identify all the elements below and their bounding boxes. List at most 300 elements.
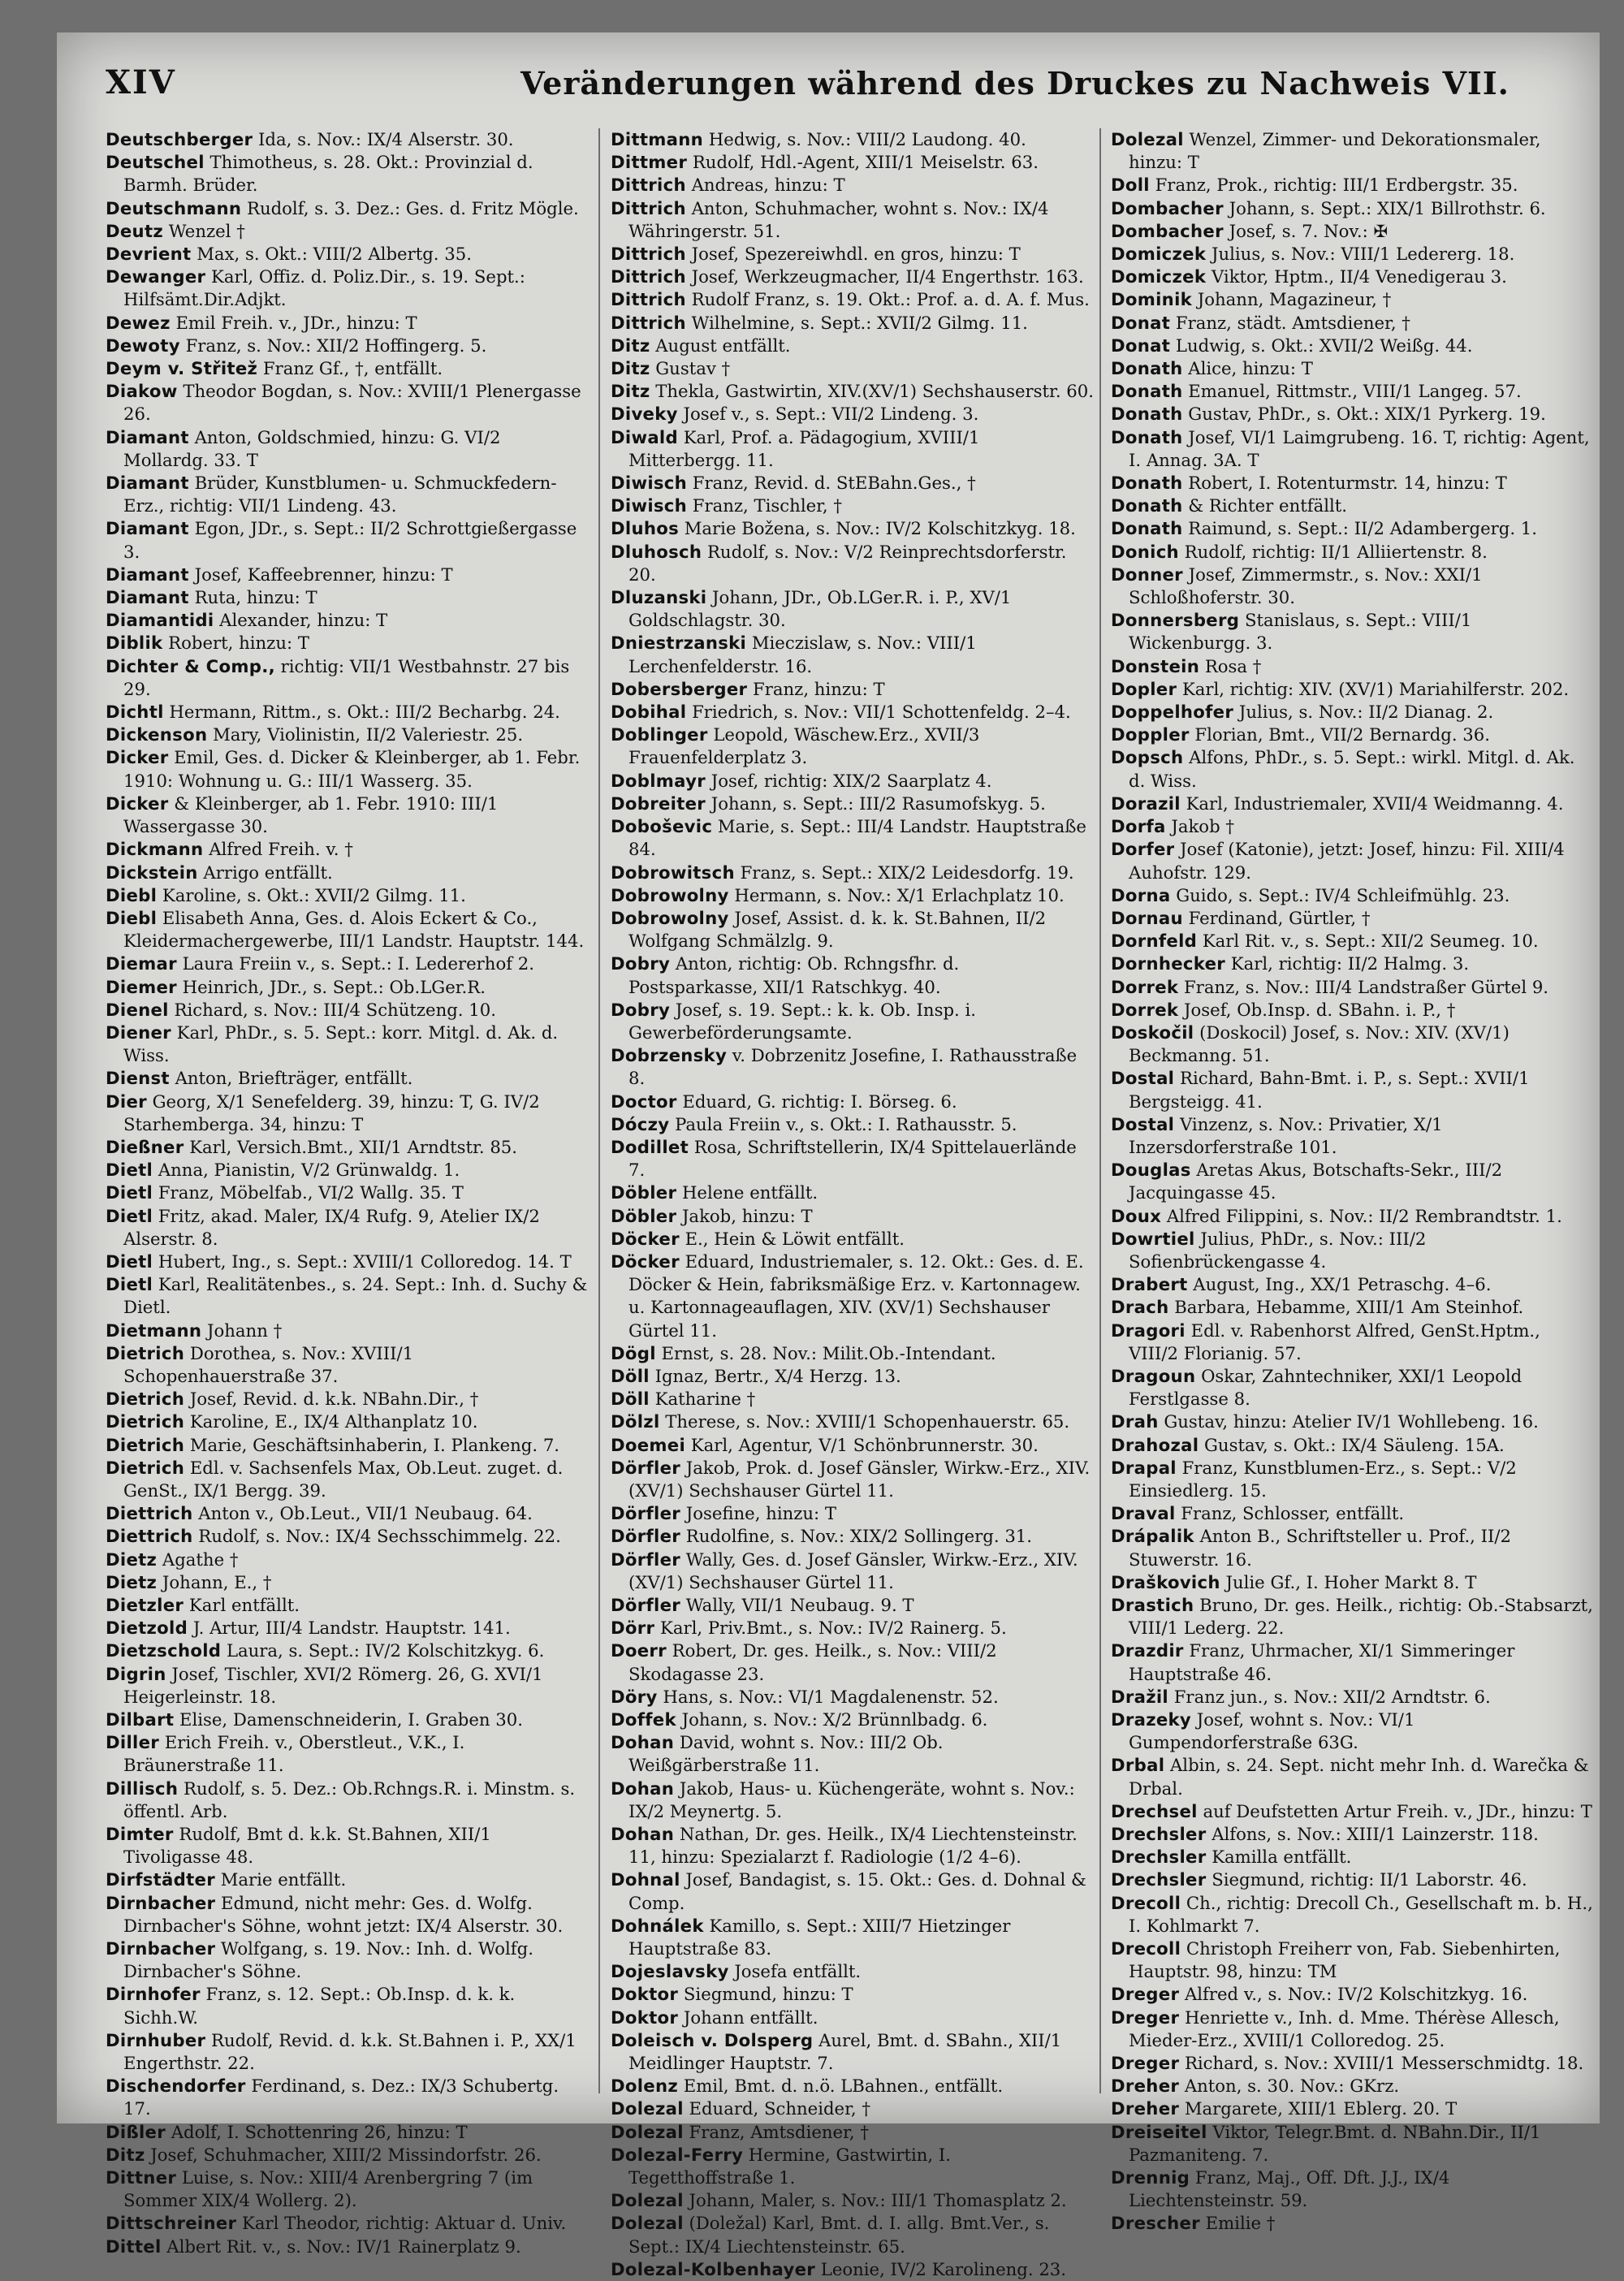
entry-name: Dorna bbox=[1111, 884, 1171, 905]
entry-detail: Rudolf, Bmt d. k.k. St.Bahnen, XII/1 Tivoligasse 48. bbox=[123, 1824, 491, 1868]
directory-entry bbox=[611, 907, 1094, 953]
entry-name: Dittrich bbox=[611, 289, 686, 310]
entry-name: Dietz bbox=[106, 1571, 158, 1592]
directory-entry bbox=[1111, 2097, 1594, 2120]
entry-name: Drahozal bbox=[1111, 1434, 1199, 1455]
directory-entry bbox=[106, 838, 589, 861]
entry-name: Dietl bbox=[106, 1251, 153, 1272]
directory-entry bbox=[611, 403, 1094, 426]
entry-name: Dilbart bbox=[106, 1709, 175, 1730]
directory-entry bbox=[1111, 1434, 1594, 1457]
entry-name: Donner bbox=[1111, 564, 1183, 585]
entry-name: Dietrich bbox=[106, 1457, 185, 1478]
entry-detail: Ruta, hinzu: T bbox=[188, 587, 317, 608]
directory-entry bbox=[1111, 1823, 1594, 1846]
directory-entry bbox=[106, 2029, 589, 2075]
directory-entry bbox=[611, 884, 1094, 907]
entry-detail: Ferdinand, s. Dez.: IX/3 Schubertg. 17. bbox=[123, 2076, 559, 2119]
entry-detail: Adolf, I. Schottenring 26, hinzu: T bbox=[165, 2121, 468, 2142]
directory-entry bbox=[1111, 266, 1594, 288]
entry-name: Drennig bbox=[1111, 2167, 1190, 2188]
entry-detail: Laura Freiin v., s. Sept.: I. Ledererhof 2. bbox=[176, 953, 535, 974]
entry-name: Drapal bbox=[1111, 1457, 1177, 1478]
entry-detail: Bruno, Dr. ges. Heilk., richtig: Ob.-Stabsarzt, VIII/1 Lederg. 22. bbox=[1129, 1595, 1593, 1639]
directory-entry bbox=[106, 128, 589, 151]
entry-name: Drastich bbox=[1111, 1595, 1194, 1615]
entry-detail: Johann, JDr., Ob.LGer.R. i. P., XV/1 Goldschlagstr. 30. bbox=[628, 587, 1012, 631]
entry-detail: Karl, Realitätenbes., s. 24. Sept.: Inh. d. Suchy & Dietl. bbox=[123, 1274, 588, 1318]
entry-detail: Barbara, Hebamme, XIII/1 Am Steinhof. bbox=[1168, 1297, 1524, 1318]
entry-name: Dodillet bbox=[611, 1136, 689, 1157]
directory-entry bbox=[611, 2007, 1094, 2029]
directory-entry bbox=[611, 953, 1094, 998]
entry-name: Dominik bbox=[1111, 289, 1193, 310]
entry-detail: Albin, s. 24. Sept. nicht mehr Inh. d. Warečka & Drbal. bbox=[1129, 1755, 1589, 1799]
directory-entry bbox=[106, 2144, 589, 2167]
directory-entry bbox=[1111, 495, 1594, 517]
entry-detail: Henriette v., Inh. d. Mme. Thérèse Allesch, Mieder-Erz., XVIII/1 Colloredog. 25. bbox=[1129, 2007, 1560, 2050]
entry-name: Doux bbox=[1111, 1205, 1162, 1226]
directory-entry bbox=[106, 1205, 589, 1251]
entry-detail: Kamilla entfällt. bbox=[1206, 1847, 1352, 1868]
entry-detail: Franz, städt. Amtsdiener, † bbox=[1170, 312, 1410, 333]
directory-entry bbox=[106, 472, 589, 517]
entry-name: Dobry bbox=[611, 999, 671, 1020]
entry-detail: Rosa, Schriftstellerin, IX/4 Spittelauerlände 7. bbox=[628, 1136, 1077, 1181]
entry-detail: Josef, Spezereiwhdl. en gros, hinzu: T bbox=[685, 244, 1021, 265]
directory-entry bbox=[1111, 1113, 1594, 1159]
entry-name: Doll bbox=[1111, 175, 1150, 196]
directory-entry bbox=[106, 1778, 589, 1823]
entry-detail: Jakob, Prok. d. Josef Gänsler, Wirkw.-Erz., XIV. (XV/1) Sechshauser Gürtel 11. bbox=[628, 1457, 1091, 1501]
entry-name: Diettrich bbox=[106, 1503, 193, 1524]
entry-detail: Richard, s. Nov.: XVIII/1 Messerschmidtg. 18. bbox=[1179, 2053, 1584, 2074]
entry-detail: Anton B., Schriftsteller u. Prof., II/2 Stuwerstr. 16. bbox=[1129, 1526, 1512, 1570]
directory-entry bbox=[106, 793, 589, 838]
entry-name: Drechsler bbox=[1111, 1869, 1207, 1890]
entry-detail: Josef v., s. Sept.: VII/2 Lindeng. 3. bbox=[677, 404, 979, 425]
entry-name: Dolezal bbox=[611, 2098, 684, 2119]
entry-detail: Karl Theodor, richtig: Aktuar d. Univ. bbox=[236, 2213, 567, 2234]
directory-entry bbox=[1111, 1457, 1594, 1502]
entry-detail: Wolfgang, s. 19. Nov.: Inh. d. Wolfg. Dirnbacher's Söhne. bbox=[123, 1938, 533, 1982]
directory-entry bbox=[106, 151, 589, 197]
entry-name: Digrin bbox=[106, 1663, 166, 1684]
entry-name: Donath bbox=[1111, 473, 1183, 494]
entry-detail: Anton, Schuhmacher, wohnt s. Nov.: IX/4 Währingerstr. 51. bbox=[628, 197, 1049, 241]
entry-name: Dohan bbox=[611, 1732, 675, 1753]
directory-entry bbox=[106, 1983, 589, 2028]
entry-detail: Hermann, Rittm., s. Okt.: III/2 Becharbg. 24. bbox=[163, 702, 560, 723]
entry-detail: Edl. v. Sachsenfels Max, Ob.Leut. zuget. d. GenSt., IX/1 Bergg. 39. bbox=[123, 1457, 564, 1501]
directory-entry bbox=[611, 312, 1094, 335]
entry-name: Diemar bbox=[106, 953, 177, 974]
entry-detail: Guido, s. Sept.: IV/4 Schleifmühlg. 23. bbox=[1170, 884, 1510, 905]
entry-name: Donath bbox=[1111, 495, 1183, 516]
directory-entry bbox=[106, 2212, 589, 2235]
directory-entry bbox=[611, 2075, 1094, 2097]
directory-entry bbox=[611, 770, 1094, 793]
directory-entry bbox=[1111, 357, 1594, 380]
entry-name: Doppler bbox=[1111, 724, 1190, 745]
directory-entry bbox=[1111, 541, 1594, 564]
directory-entry bbox=[106, 655, 589, 701]
directory-entry bbox=[1111, 678, 1594, 701]
entry-name: Doktor bbox=[611, 2007, 679, 2028]
entry-detail: Robert, hinzu: T bbox=[162, 633, 309, 654]
entry-name: Deutschel bbox=[106, 152, 205, 173]
entry-detail: Josef, Assist. d. k. k. St.Bahnen, II/2 Wolfgang Schmälzlg. 9. bbox=[628, 907, 1047, 952]
entry-name: Dirfstädter bbox=[106, 1869, 215, 1890]
directory-entry bbox=[611, 1502, 1094, 1525]
entry-name: Dewanger bbox=[106, 266, 206, 287]
entry-name: Diebl bbox=[106, 884, 158, 905]
entry-detail: Franz, Revid. d. StEBahn.Ges., † bbox=[687, 473, 976, 494]
entry-name: Dorfa bbox=[1111, 816, 1166, 837]
directory-entry bbox=[106, 380, 589, 426]
entry-detail: Vinzenz, s. Nov.: Privatier, X/1 Inzersdorferstraße 101. bbox=[1129, 1113, 1443, 1157]
directory-entry bbox=[611, 815, 1094, 861]
entry-detail: Julius, s. Nov.: VIII/1 Ledererg. 18. bbox=[1206, 244, 1515, 265]
entry-name: Donath bbox=[1111, 518, 1183, 539]
directory-entry bbox=[1111, 197, 1594, 220]
directory-entry bbox=[1111, 380, 1594, 403]
entry-name: Dittrich bbox=[611, 197, 686, 218]
directory-entry bbox=[106, 2075, 589, 2120]
directory-entry bbox=[611, 1525, 1094, 1548]
entry-detail: Marie Božena, s. Nov.: IV/2 Kolschitzkyg. 18. bbox=[678, 518, 1076, 539]
directory-entry bbox=[611, 1709, 1094, 1731]
entry-name: Diamant bbox=[106, 587, 189, 608]
directory-entry bbox=[1111, 746, 1594, 792]
entry-detail: Rosa † bbox=[1199, 655, 1262, 676]
entry-detail: Hedwig, s. Nov.: VIII/2 Laudong. 40. bbox=[703, 129, 1026, 149]
entry-name: Dietl bbox=[106, 1274, 153, 1295]
directory-entry bbox=[106, 701, 589, 724]
entry-detail: Karl, Industriemaler, XVII/4 Weidmanng. 4. bbox=[1180, 793, 1564, 814]
entry-detail: Ch., richtig: Drecoll Ch., Gesellschaft m. b. H., I. Kohlmarkt 7. bbox=[1129, 1892, 1593, 1936]
running-title: Veränderungen während des Druckes zu Nachweis VII. bbox=[520, 65, 1510, 102]
entry-name: Dostal bbox=[1111, 1068, 1175, 1089]
entry-name: Dittrich bbox=[611, 175, 686, 196]
directory-entry bbox=[1111, 312, 1594, 335]
directory-entry bbox=[611, 701, 1094, 724]
entry-detail: Ignaz, Bertr., X/4 Herzg. 13. bbox=[649, 1365, 901, 1386]
entry-detail: Rudolf, Hdl.-Agent, XIII/1 Meiselstr. 63. bbox=[687, 152, 1039, 173]
directory-entry bbox=[611, 472, 1094, 495]
directory-entry bbox=[611, 1251, 1094, 1342]
entry-detail: Anton, richtig: Ob. Rchngsfhr. d. Postsparkasse, XII/1 Ratschkyg. 40. bbox=[628, 953, 960, 997]
entry-detail: Albert Rit. v., s. Nov.: IV/1 Rainerplatz 9. bbox=[161, 2236, 521, 2257]
directory-entry bbox=[1111, 128, 1594, 174]
directory-entry bbox=[106, 1273, 589, 1319]
entry-name: Dombacher bbox=[1111, 220, 1224, 241]
entry-detail: Aurel, Bmt. d. SBahn., XII/1 Meidlinger Hauptstr. 7. bbox=[628, 2029, 1062, 2074]
entry-name: Dreger bbox=[1111, 2053, 1180, 2074]
directory-entry bbox=[1111, 1800, 1594, 1823]
entry-name: Diemer bbox=[106, 976, 177, 997]
entry-name: Dobreiter bbox=[611, 793, 706, 814]
entry-detail: Josef, wohnt s. Nov.: VI/1 Gumpendorferstraße 63G. bbox=[1129, 1709, 1415, 1753]
entry-detail: Dorothea, s. Nov.: XVIII/1 Schopenhauerstraße 37. bbox=[123, 1342, 414, 1386]
entry-detail: Siegmund, richtig: II/1 Laborstr. 46. bbox=[1206, 1869, 1527, 1890]
entry-detail: Josef, s. 19. Sept.: k. k. Ob. Insp. i. Gewerbeförderungsamte. bbox=[628, 999, 976, 1043]
entry-name: Doerr bbox=[611, 1640, 667, 1661]
entry-detail: Laura, s. Sept.: IV/2 Kolschitzkyg. 6. bbox=[221, 1640, 545, 1661]
entry-name: Deutschberger bbox=[106, 129, 253, 149]
directory-page bbox=[57, 32, 1600, 2279]
directory-entry bbox=[1111, 403, 1594, 426]
entry-detail: Marie, s. Sept.: III/4 Landstr. Hauptstraße 84. bbox=[628, 816, 1086, 860]
directory-entry bbox=[106, 1709, 589, 1731]
entry-name: Dreher bbox=[1111, 2098, 1180, 2119]
entry-name: Dóczy bbox=[611, 1113, 670, 1134]
directory-entry bbox=[1111, 793, 1594, 815]
directory-entry bbox=[1111, 243, 1594, 266]
entry-name: Dluhos bbox=[611, 518, 679, 539]
directory-entry bbox=[106, 1639, 589, 1662]
entry-name: Dischendorfer bbox=[106, 2076, 246, 2097]
entry-name: Dragoun bbox=[1111, 1365, 1196, 1386]
entry-name: Dörfler bbox=[611, 1526, 680, 1547]
directory-entry bbox=[611, 266, 1094, 288]
entry-detail: Kamillo, s. Sept.: XIII/7 Hietzinger Hauptstraße 83. bbox=[628, 1915, 1011, 1959]
entry-name: Döcker bbox=[611, 1228, 680, 1249]
directory-entry bbox=[1111, 1273, 1594, 1296]
directory-entry bbox=[106, 1868, 589, 1891]
entry-name: Dittner bbox=[106, 2167, 177, 2188]
entry-detail: Oskar, Zahntechniker, XXI/1 Leopold Ferstlgasse 8. bbox=[1129, 1365, 1522, 1410]
entry-detail: Alfons, s. Nov.: XIII/1 Lainzerstr. 118. bbox=[1206, 1824, 1539, 1845]
directory-entry bbox=[1111, 1983, 1594, 2006]
entry-name: Dohnálek bbox=[611, 1915, 704, 1936]
entry-name: Dittrich bbox=[611, 312, 686, 333]
directory-entry bbox=[611, 1044, 1094, 1090]
entry-name: Dietrich bbox=[106, 1342, 185, 1363]
entry-name: Dirnhuber bbox=[106, 2029, 206, 2050]
entry-name: Dirnbacher bbox=[106, 1892, 216, 1913]
entry-detail: Franz, s. 12. Sept.: Ob.Insp. d. k. k. Sichh.W. bbox=[123, 1984, 516, 2028]
directory-entry bbox=[1111, 2007, 1594, 2052]
directory-entry bbox=[1111, 815, 1594, 838]
entry-detail: Eduard, Industriemaler, s. 12. Okt.: Ges. d. E. Döcker & Hein, fabriksmäßige Erz. v. Kartonnagew. u. Kartonnageauflagen, XIV. (XV/1) Sechshauser Gürtel 11. bbox=[628, 1251, 1084, 1341]
entry-name: Dietl bbox=[106, 1205, 153, 1226]
directory-entry bbox=[1111, 999, 1594, 1022]
directory-entry bbox=[106, 862, 589, 884]
entry-detail: & Richter entfällt. bbox=[1182, 495, 1348, 516]
entry-detail: Karoline, E., IX/4 Althanplatz 10. bbox=[184, 1411, 478, 1432]
entry-name: Dietrich bbox=[106, 1389, 185, 1410]
entry-detail: Karoline, s. Okt.: XVII/2 Gilmg. 11. bbox=[157, 884, 466, 905]
entry-detail: Richard, s. Nov.: III/4 Schützeng. 10. bbox=[168, 999, 496, 1020]
directory-entry bbox=[611, 1983, 1094, 2006]
entry-detail: Gustav, s. Okt.: IX/4 Säuleng. 15A. bbox=[1199, 1434, 1505, 1455]
entry-name: Dopler bbox=[1111, 678, 1177, 699]
entry-detail: (Doskocil) Josef, s. Nov.: XIV. (XV/1) Beckmanng. 51. bbox=[1129, 1022, 1510, 1066]
directory-entry bbox=[106, 1182, 589, 1204]
entry-name: Diamant bbox=[106, 518, 189, 539]
entry-detail: auf Deufstetten Artur Freih. v., JDr., hinzu: T bbox=[1197, 1800, 1592, 1821]
entry-detail: Gustav, PhDr., s. Okt.: XIX/1 Pyrkerg. 19. bbox=[1182, 404, 1546, 425]
directory-entry bbox=[106, 1136, 589, 1159]
directory-entry bbox=[106, 266, 589, 311]
entry-name: Diwisch bbox=[611, 473, 688, 494]
directory-entry bbox=[1111, 1296, 1594, 1319]
directory-entry bbox=[611, 357, 1094, 380]
entry-detail: Rudolf, Revid. d. k.k. St.Bahnen i. P., XX/1 Engerthstr. 22. bbox=[123, 2029, 577, 2074]
entry-detail: Thimotheus, s. 28. Okt.: Provinzial d. Barmh. Brüder. bbox=[123, 152, 533, 196]
entry-detail: Josef, Schuhmacher, XIII/2 Missindorfstr. 26. bbox=[145, 2144, 542, 2165]
directory-entry bbox=[1111, 2212, 1594, 2235]
entry-detail: Johann, E., † bbox=[157, 1571, 272, 1592]
directory-entry bbox=[106, 1388, 589, 1411]
directory-entry bbox=[611, 335, 1094, 357]
directory-entry bbox=[1111, 2121, 1594, 2167]
entry-detail: Luise, s. Nov.: XIII/4 Arenbergring 7 (im Sommer XIX/4 Wollerg. 2). bbox=[123, 2167, 533, 2211]
entry-name: Dittel bbox=[106, 2236, 162, 2257]
entry-name: Dörfler bbox=[611, 1457, 680, 1478]
entry-name: Dietrich bbox=[106, 1434, 185, 1455]
entry-detail: Josef (Katonie), jetzt: Josef, hinzu: Fil. XIII/4 Auhofstr. 129. bbox=[1129, 839, 1565, 883]
entry-detail: David, wohnt s. Nov.: III/2 Ob. Weißgärberstraße 11. bbox=[628, 1732, 944, 1776]
entry-name: Dobry bbox=[611, 953, 671, 974]
entry-name: Dörfler bbox=[611, 1549, 680, 1570]
directory-entry bbox=[106, 1434, 589, 1457]
entry-detail: Franz, Amtsdiener, † bbox=[683, 2121, 869, 2142]
entry-name: Diamantidi bbox=[106, 610, 214, 631]
entry-detail: Siegmund, hinzu: T bbox=[678, 1984, 853, 2005]
directory-entry bbox=[1111, 1205, 1594, 1228]
entry-detail: Alexander, hinzu: T bbox=[214, 610, 388, 631]
directory-entry bbox=[1111, 907, 1594, 930]
entry-name: Draval bbox=[1111, 1503, 1176, 1524]
directory-entry bbox=[106, 1823, 589, 1868]
entry-detail: Josef, Werkzeugmacher, II/4 Engerthstr. 163. bbox=[685, 266, 1084, 287]
entry-name: Dobrzensky bbox=[611, 1045, 728, 1066]
entry-detail: Karl, Agentur, V/1 Schönbrunnerstr. 30. bbox=[685, 1434, 1039, 1455]
directory-entry bbox=[1111, 701, 1594, 724]
directory-entry bbox=[1111, 655, 1594, 678]
directory-entry bbox=[611, 151, 1094, 174]
directory-entry bbox=[1111, 1892, 1594, 1938]
directory-entry bbox=[106, 564, 589, 586]
entry-detail: Josef, Revid. d. k.k. NBahn.Dir., † bbox=[184, 1389, 479, 1410]
directory-entry bbox=[106, 1159, 589, 1182]
entry-detail: Johann † bbox=[201, 1320, 283, 1341]
entry-name: Donich bbox=[1111, 541, 1179, 562]
entry-name: Dorfer bbox=[1111, 839, 1175, 860]
directory-entry bbox=[611, 541, 1094, 586]
entry-name: Dostal bbox=[1111, 1113, 1175, 1134]
entry-name: Dohan bbox=[611, 1778, 675, 1799]
entry-detail: Franz, Kunstblumen-Erz., s. Sept.: V/2 Einsiedlerg. 15. bbox=[1129, 1457, 1517, 1501]
directory-entry bbox=[1111, 930, 1594, 953]
directory-entry bbox=[106, 1663, 589, 1709]
entry-detail: Alfred Filippini, s. Nov.: II/2 Rembrandtstr. 1. bbox=[1161, 1205, 1562, 1226]
entry-detail: Max, s. Okt.: VIII/2 Albertg. 35. bbox=[191, 244, 472, 265]
directory-entry bbox=[611, 1686, 1094, 1709]
entry-name: Donstein bbox=[1111, 655, 1200, 676]
entry-detail: Franz Gf., †, entfällt. bbox=[257, 358, 443, 379]
entry-detail: Viktor, Hptm., II/4 Venedigerau 3. bbox=[1206, 266, 1507, 287]
entry-detail: Franz, s. Sept.: XIX/2 Leidesdorfg. 19. bbox=[734, 862, 1074, 883]
entry-name: Dögl bbox=[611, 1342, 656, 1363]
entry-detail: Karl, richtig: II/2 Halmg. 3. bbox=[1225, 953, 1470, 974]
entry-detail: Johann, s. Nov.: X/2 Brünnlbadg. 6. bbox=[676, 1709, 988, 1730]
directory-entry bbox=[611, 632, 1094, 677]
entry-name: Dreger bbox=[1111, 2007, 1180, 2028]
entry-name: Diamant bbox=[106, 426, 189, 447]
entry-name: Dittrich bbox=[611, 266, 686, 287]
entry-detail: Josef, s. 7. Nov.: ✠ bbox=[1223, 220, 1389, 241]
entry-name: Dražil bbox=[1111, 1686, 1168, 1707]
entry-name: Döll bbox=[611, 1365, 650, 1386]
directory-entry bbox=[1111, 1159, 1594, 1204]
entry-detail: Mary, Violinistin, II/2 Valeriestr. 25. bbox=[207, 724, 524, 745]
entry-name: Dowrtiel bbox=[1111, 1228, 1195, 1249]
entry-name: Dirnbacher bbox=[106, 1938, 216, 1959]
entry-detail: Edmund, nicht mehr: Ges. d. Wolfg. Dirnbacher's Söhne, wohnt jetzt: IX/4 Alserstr. 30. bbox=[123, 1892, 564, 1936]
directory-entry bbox=[106, 609, 589, 632]
entry-detail: Franz jun., s. Nov.: XII/2 Arndtstr. 6. bbox=[1168, 1686, 1491, 1707]
directory-entry bbox=[106, 1067, 589, 1090]
entry-name: Dohan bbox=[611, 1824, 675, 1845]
entry-detail: Marie entfällt. bbox=[214, 1869, 347, 1890]
entry-name: Deutschmann bbox=[106, 197, 242, 218]
entry-name: Dorrek bbox=[1111, 976, 1179, 997]
entry-name: Dittschreiner bbox=[106, 2213, 237, 2234]
directory-entry bbox=[1111, 1594, 1594, 1639]
column-2 bbox=[611, 128, 1094, 2279]
directory-entry bbox=[611, 793, 1094, 815]
entry-name: Diebl bbox=[106, 907, 158, 928]
entry-name: Donnersberg bbox=[1111, 610, 1240, 631]
directory-entry bbox=[106, 357, 589, 380]
entry-detail: Elisabeth Anna, Ges. d. Alois Eckert & Co., Kleidermachergewerbe, III/1 Landstr. Hauptstr. 144. bbox=[123, 907, 585, 952]
directory-entry bbox=[1111, 953, 1594, 975]
entry-name: Dorazil bbox=[1111, 793, 1181, 814]
directory-entry bbox=[1111, 1571, 1594, 1594]
directory-entry bbox=[611, 128, 1094, 151]
entry-detail: Richard, Bahn-Bmt. i. P., s. Sept.: XVII/1 Bergsteigg. 41. bbox=[1129, 1068, 1530, 1112]
entry-detail: Rudolf, s. 5. Dez.: Ob.Rchngs.R. i. Minstm. s. öffentl. Arb. bbox=[123, 1778, 576, 1821]
directory-entry bbox=[611, 1365, 1094, 1388]
entry-name: Dolezal bbox=[611, 2213, 684, 2234]
directory-entry bbox=[106, 1502, 589, 1525]
directory-entry bbox=[1111, 1228, 1594, 1273]
entry-detail: Thekla, Gastwirtin, XIV.(XV/1) Sechshauserstr. 60. bbox=[650, 381, 1094, 402]
entry-name: Dichtl bbox=[106, 702, 164, 723]
entry-detail: Josef, Kaffeebrenner, hinzu: T bbox=[188, 564, 453, 585]
entry-detail: Josef, richtig: XIX/2 Saarplatz 4. bbox=[705, 770, 992, 791]
entry-detail: Josef, Bandagist, s. 15. Okt.: Ges. d. Dohnal & Comp. bbox=[628, 1869, 1086, 1913]
entry-name: Dohnal bbox=[611, 1869, 680, 1890]
entry-name: Diamant bbox=[106, 473, 189, 494]
entry-detail: Johann, s. Sept.: XIX/1 Billrothstr. 6. bbox=[1223, 197, 1546, 218]
entry-detail: Alice, hinzu: T bbox=[1182, 358, 1313, 379]
entry-detail: Alfons, PhDr., s. 5. Sept.: wirkl. Mitgl. d. Ak. d. Wiss. bbox=[1129, 747, 1575, 791]
directory-entry bbox=[106, 220, 589, 243]
directory-entry bbox=[106, 907, 589, 953]
directory-entry bbox=[1111, 564, 1594, 609]
entry-detail: Josef, VI/1 Laimgrubeng. 16. T, richtig: Agent, I. Annag. 3A. T bbox=[1129, 426, 1590, 470]
entry-name: Donat bbox=[1111, 335, 1171, 356]
directory-entry bbox=[1111, 724, 1594, 746]
entry-detail: Nathan, Dr. ges. Heilk., IX/4 Liechtensteinstr. 11, hinzu: Spezialarzt f. Radiologie (1/2 4–6). bbox=[628, 1824, 1078, 1868]
directory-entry bbox=[1111, 838, 1594, 883]
entry-name: Dicker bbox=[106, 793, 169, 814]
entry-detail: v. Dobrzenitz Josefine, I. Rathausstraße 8. bbox=[628, 1045, 1078, 1089]
